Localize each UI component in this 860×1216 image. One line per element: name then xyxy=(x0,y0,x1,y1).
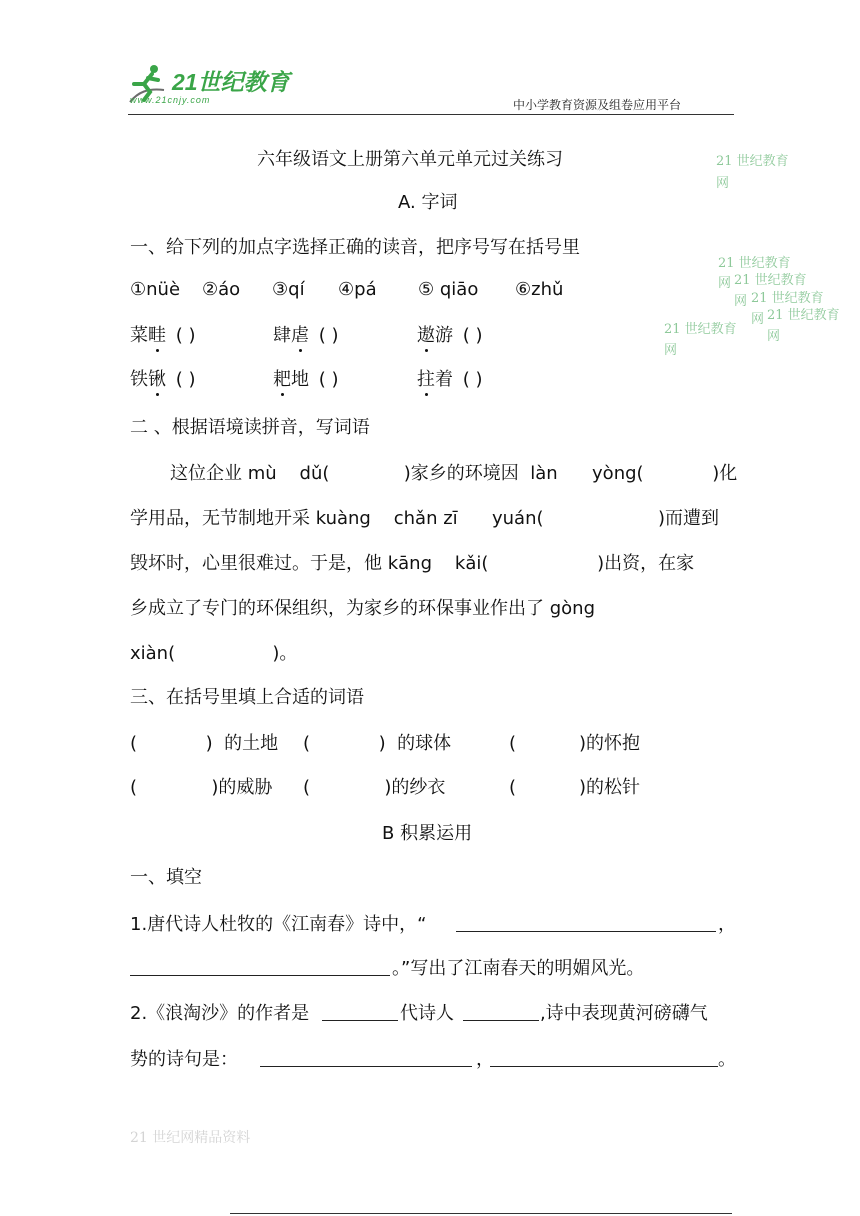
section-b-heading: B 积累运用 xyxy=(382,823,473,844)
watermark: 21 世纪教育 xyxy=(767,308,840,323)
answer-line[interactable] xyxy=(130,975,390,976)
watermark: 网 xyxy=(716,176,730,191)
q1-word-item xyxy=(130,365,196,391)
footer-rule xyxy=(230,1213,732,1214)
answer-blank[interactable]: ( ) xyxy=(462,369,483,390)
answer-blank[interactable]: ( ) xyxy=(318,369,339,390)
q2-passage-line: 这位企业 mù dǔ( )家乡的环境因 làn yòng( )化 xyxy=(170,463,738,484)
fill-item-2-text: ,诗中表现黄河磅礴气 xyxy=(540,1003,708,1024)
q3-blank-item[interactable]: ( )的怀抱 xyxy=(509,733,640,754)
dotted-char: 虐 xyxy=(291,321,309,347)
dotted-char: 锹 xyxy=(148,365,166,391)
q1-option: ④pá xyxy=(338,279,377,300)
q1-option: ③qí xyxy=(272,279,305,300)
q3-blank-item[interactable]: ( )的威胁 xyxy=(130,777,273,798)
word-char: 菜 xyxy=(130,325,148,346)
answer-blank[interactable]: ( ) xyxy=(318,325,339,346)
footer-note: 21 世纪网精品资料 xyxy=(130,1130,251,1146)
answer-blank[interactable]: ( ) xyxy=(175,325,196,346)
q1-word-item xyxy=(130,321,196,347)
watermark: 网 xyxy=(664,343,678,358)
fill-item-1-text: 1.唐代诗人杜牧的《江南春》诗中，“ xyxy=(130,914,427,935)
q3-blank-item[interactable]: ( ) 的球体 xyxy=(303,733,452,754)
fill-item-2-text: 2.《浪淘沙》的作者是 xyxy=(130,1003,310,1024)
q2-passage-line: 毁坏时，心里很难过。于是，他 kāng kǎi( )出资，在家 xyxy=(130,553,695,574)
logo-text: 21世纪教育 xyxy=(172,69,290,95)
header-rule xyxy=(128,114,734,115)
fill-item-2-text: 代诗人 xyxy=(400,1003,454,1024)
q2-passage-line: 乡成立了专门的环保组织，为家乡的环保事业作出了 gòng xyxy=(130,598,595,619)
dotted-char: 拄 xyxy=(417,365,435,391)
answer-line[interactable] xyxy=(490,1066,718,1067)
answer-blank[interactable]: ( ) xyxy=(175,369,196,390)
watermark: 网 xyxy=(767,329,781,344)
period: 。 xyxy=(718,1049,736,1070)
q1-word-item xyxy=(417,321,483,347)
watermark: 21 世纪教育 xyxy=(751,291,824,306)
watermark: 21 世纪教育 xyxy=(716,154,789,169)
comma: ， xyxy=(476,1049,494,1070)
q2-heading: 二 、根据语境读拼音，写词语 xyxy=(130,417,370,438)
logo-subtext: www.21cnjy.com xyxy=(130,95,211,105)
q1-word-item xyxy=(417,365,483,391)
answer-line[interactable] xyxy=(463,1020,539,1021)
q3-blank-item[interactable]: ( ) 的土地 xyxy=(130,733,279,754)
word-char: 地 xyxy=(291,369,309,390)
watermark: 网 xyxy=(734,294,748,309)
header-logo xyxy=(124,62,290,108)
q3-blank-item[interactable]: ( )的松针 xyxy=(509,777,640,798)
word-char: 铁 xyxy=(130,369,148,390)
q1-option: ⑤ qiāo xyxy=(418,279,479,300)
word-char: 肆 xyxy=(273,325,291,346)
q1-word-item xyxy=(273,365,339,391)
q1-option: ⑥zhǔ xyxy=(515,279,564,300)
q2-passage-line: xiàn( )。 xyxy=(130,643,298,664)
watermark: 网 xyxy=(718,276,732,291)
dotted-char: 耙 xyxy=(273,365,291,391)
platform-label: 中小学教育资源及组卷应用平台 xyxy=(513,98,682,112)
watermark: 网 xyxy=(751,312,765,327)
q1-option: ②áo xyxy=(202,279,241,300)
answer-blank[interactable]: ( ) xyxy=(462,325,483,346)
dotted-char: 畦 xyxy=(148,321,166,347)
watermark: 21 世纪教育 xyxy=(664,322,737,337)
page-title: 六年级语文上册第六单元单元过关练习 xyxy=(257,149,563,170)
q1-option: ①nüè xyxy=(130,279,181,300)
word-char: 游 xyxy=(435,325,453,346)
q1-word-item xyxy=(273,321,339,347)
q2-passage-line: 学用品，无节制地开采 kuàng chǎn zī yuán( )而遭到 xyxy=(130,508,719,529)
section-a-heading: A. 字词 xyxy=(398,192,458,213)
fill-item-1-end: 。”写出了江南春天的明媚风光。 xyxy=(392,958,645,979)
watermark: 21 世纪教育 xyxy=(734,273,807,288)
answer-line[interactable] xyxy=(322,1020,398,1021)
q1-heading: 一、给下列的加点字选择正确的读音，把序号写在括号里 xyxy=(130,237,580,258)
dotted-char: 遨 xyxy=(417,321,435,347)
comma: ， xyxy=(718,914,736,935)
answer-line[interactable] xyxy=(456,931,716,932)
answer-line[interactable] xyxy=(260,1066,472,1067)
q3-blank-item[interactable]: ( )的纱衣 xyxy=(303,777,446,798)
word-char: 着 xyxy=(435,369,453,390)
watermark: 21 世纪教育 xyxy=(718,256,791,271)
fill-item-2-text: 势的诗句是： xyxy=(130,1049,238,1070)
fill-heading: 一、填空 xyxy=(130,867,202,888)
q3-heading: 三、在括号里填上合适的词语 xyxy=(130,687,364,708)
